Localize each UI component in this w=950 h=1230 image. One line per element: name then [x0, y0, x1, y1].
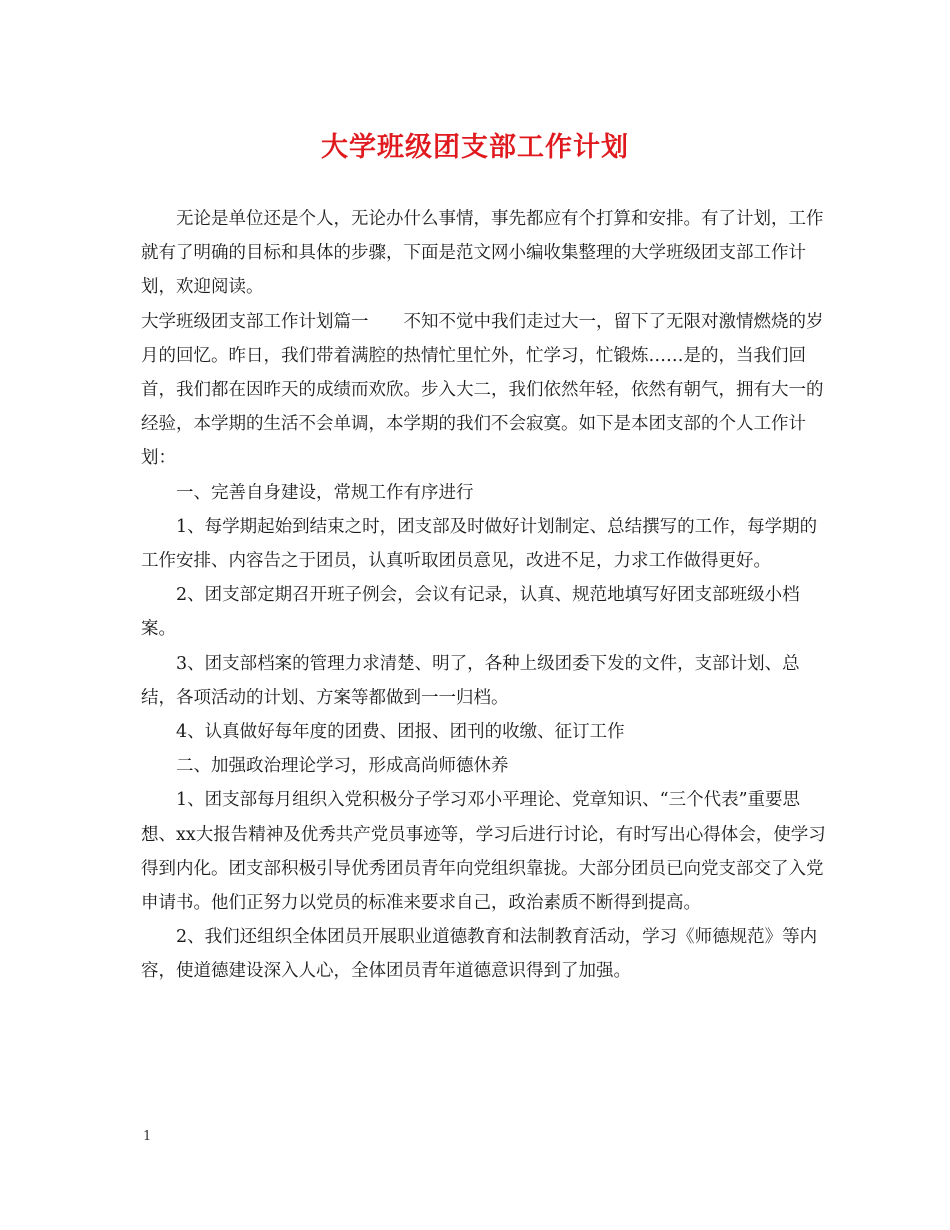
paragraph-intro: 无论是单位还是个人，无论办什么事情，事先都应有个打算和安排。有了计划，工作就有了明确的目标和具体的步骤，下面是范文网小编收集整理的大学班级团支部工作计划，欢迎阅读。 — [141, 209, 824, 298]
paragraph-item-1-3: 3、团支部档案的管理力求清楚、明了，各种上级团委下发的文件，支部计划、总结，各项活动的计划、方案等都做到一一归档。 — [141, 653, 800, 708]
paragraph-item-2-2: 2、我们还组织全体团员开展职业道德教育和法制教育活动，学习《师德规范》等内容，使道德建设深入人心，全体团员青年道德意识得到了加强。 — [141, 927, 818, 982]
section-heading-two: 二、加强政治理论学习，形成高尚师德休养 — [176, 756, 509, 777]
paragraph-item-1-2: 2、团支部定期召开班子例会，会议有记录，认真、规范地填写好团支部班级小档案。 — [141, 585, 800, 640]
document-body — [141, 202, 827, 989]
section-heading-one: 一、完善自身建设，常规工作有序进行 — [176, 482, 474, 503]
page-number: 1 — [143, 1129, 152, 1144]
paragraph-item-1-1: 1、每学期起始到结束之时，团支部及时做好计划制定、总结撰写的工作，每学期的工作安排、内容告之于团员，认真听取团员意见，改进不足，力求工作做得更好。 — [141, 516, 818, 572]
paragraph-part-one: 大学班级团支部工作计划篇一 不知不觉中我们走过大一，留下了无限对激情燃烧的岁月的回忆。昨日，我们带着满腔的热情忙里忙外，忙学习，忙锻炼……是的，当我们回首，我们都在因昨天的成绩而欢欣。步入大二，我们依然年轻，依然有朝气，拥有大一的经验，本学期的生活不会单调，本学期的我们不会寂寞。如下是本团支部的个人工作计划： — [141, 311, 824, 469]
document-title: 大学班级团支部工作计划 — [321, 132, 629, 163]
paragraph-item-1-4: 4、认真做好每年度的团费、团报、团刊的收缴、征订工作 — [176, 722, 625, 743]
paragraph-item-2-1: 1、团支部每月组织入党积极分子学习邓小平理论、党章知识、“三个代表”重要思想、xx大报告精神及优秀共产党员事迹等，学习后进行讨论，有时写出心得体会，使学习得到内化。团支部积极引导优秀团员青年向党组织靠拢。大部分团员已向党支部交了入党申请书。他们正努力以党员的标准来要求自己，政治素质不断得到提高。 — [141, 790, 826, 914]
